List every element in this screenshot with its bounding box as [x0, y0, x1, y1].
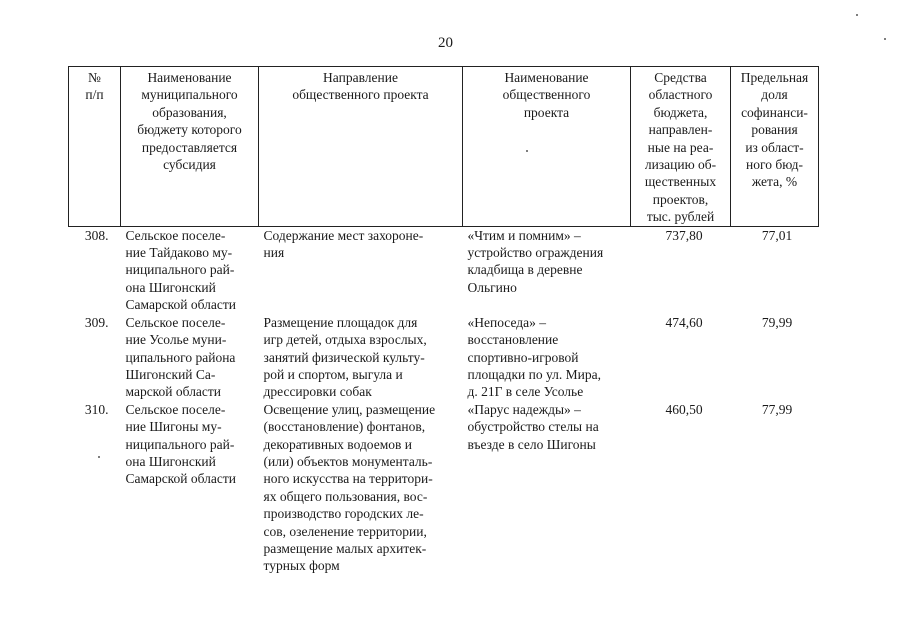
table-row [69, 401, 819, 575]
header-share: Предельная доля софинанси- рования из област- ного бюд- жета, % [731, 67, 819, 227]
scan-speck [526, 150, 528, 152]
scan-speck [884, 38, 886, 40]
municipality-cell: Сельское поселе- ние Тайдаково му- ниципального рай- она Шигонский Самарской области [121, 226, 259, 314]
header-funds: Средства областного бюджета, направлен- ные на реа- лизацию об- щественных проектов, тыс. рублей [631, 67, 731, 227]
page-number: 20 [438, 35, 453, 51]
direction-cell: Размещение площадок для игр детей, отдыха взрослых, занятий физической культу- рой и спортом, выгула и дрессировки собак [263, 314, 427, 400]
project-cell: «Непоседа» – восстановление спортивно-игровой площадки по ул. Мира, д. 21Г в селе Усолье [467, 314, 601, 400]
table-header [69, 67, 819, 227]
header-direction: Направление общественного проекта [259, 67, 463, 227]
header-number: № п/п [69, 67, 121, 227]
project-cell: «Парус надежды» – обустройство стелы на въезде в село Шигоны [467, 401, 599, 452]
header-project: Наименование общественного проекта [463, 67, 631, 227]
table-row [69, 226, 819, 314]
subsidy-table [68, 66, 819, 575]
scan-speck [98, 456, 100, 458]
share-cell: 77,01 [731, 226, 819, 314]
funds-cell: 474,60 [665, 314, 703, 330]
share-cell: 79,99 [761, 314, 793, 330]
direction-cell: Освещение улиц, размещение (восстановление) фонтанов, декоративных водоемов и (или) объектов монументаль- ного искусства на территори- ях общего пользования, вос- производство городских ле- сов, озеленение территории, размещение малых архитек- турных форм [263, 401, 436, 574]
funds-cell: 737,80 [631, 226, 731, 314]
project-cell: «Чтим и помним» – устройство ограждения кладбища в деревне Ольгино [463, 226, 631, 314]
direction-cell: Содержание мест захороне- ния [259, 226, 463, 314]
municipality-cell: Сельское поселе- ние Усолье муни- ципального района Шигонский Са- марской области [125, 314, 236, 400]
municipality-cell: Сельское поселе- ние Шигоны му- ниципального рай- она Шигонский Самарской области [125, 401, 237, 487]
share-cell: 77,99 [761, 401, 793, 417]
table-row [69, 314, 819, 401]
row-number: 310. [84, 401, 109, 417]
header-municipality: Наименование муниципального образования, бюджету которого предоставляется субсидия [121, 67, 259, 227]
funds-cell: 460,50 [665, 401, 703, 417]
scan-speck [856, 14, 858, 16]
row-number: 308. [69, 226, 121, 314]
row-number: 309. [84, 314, 109, 330]
